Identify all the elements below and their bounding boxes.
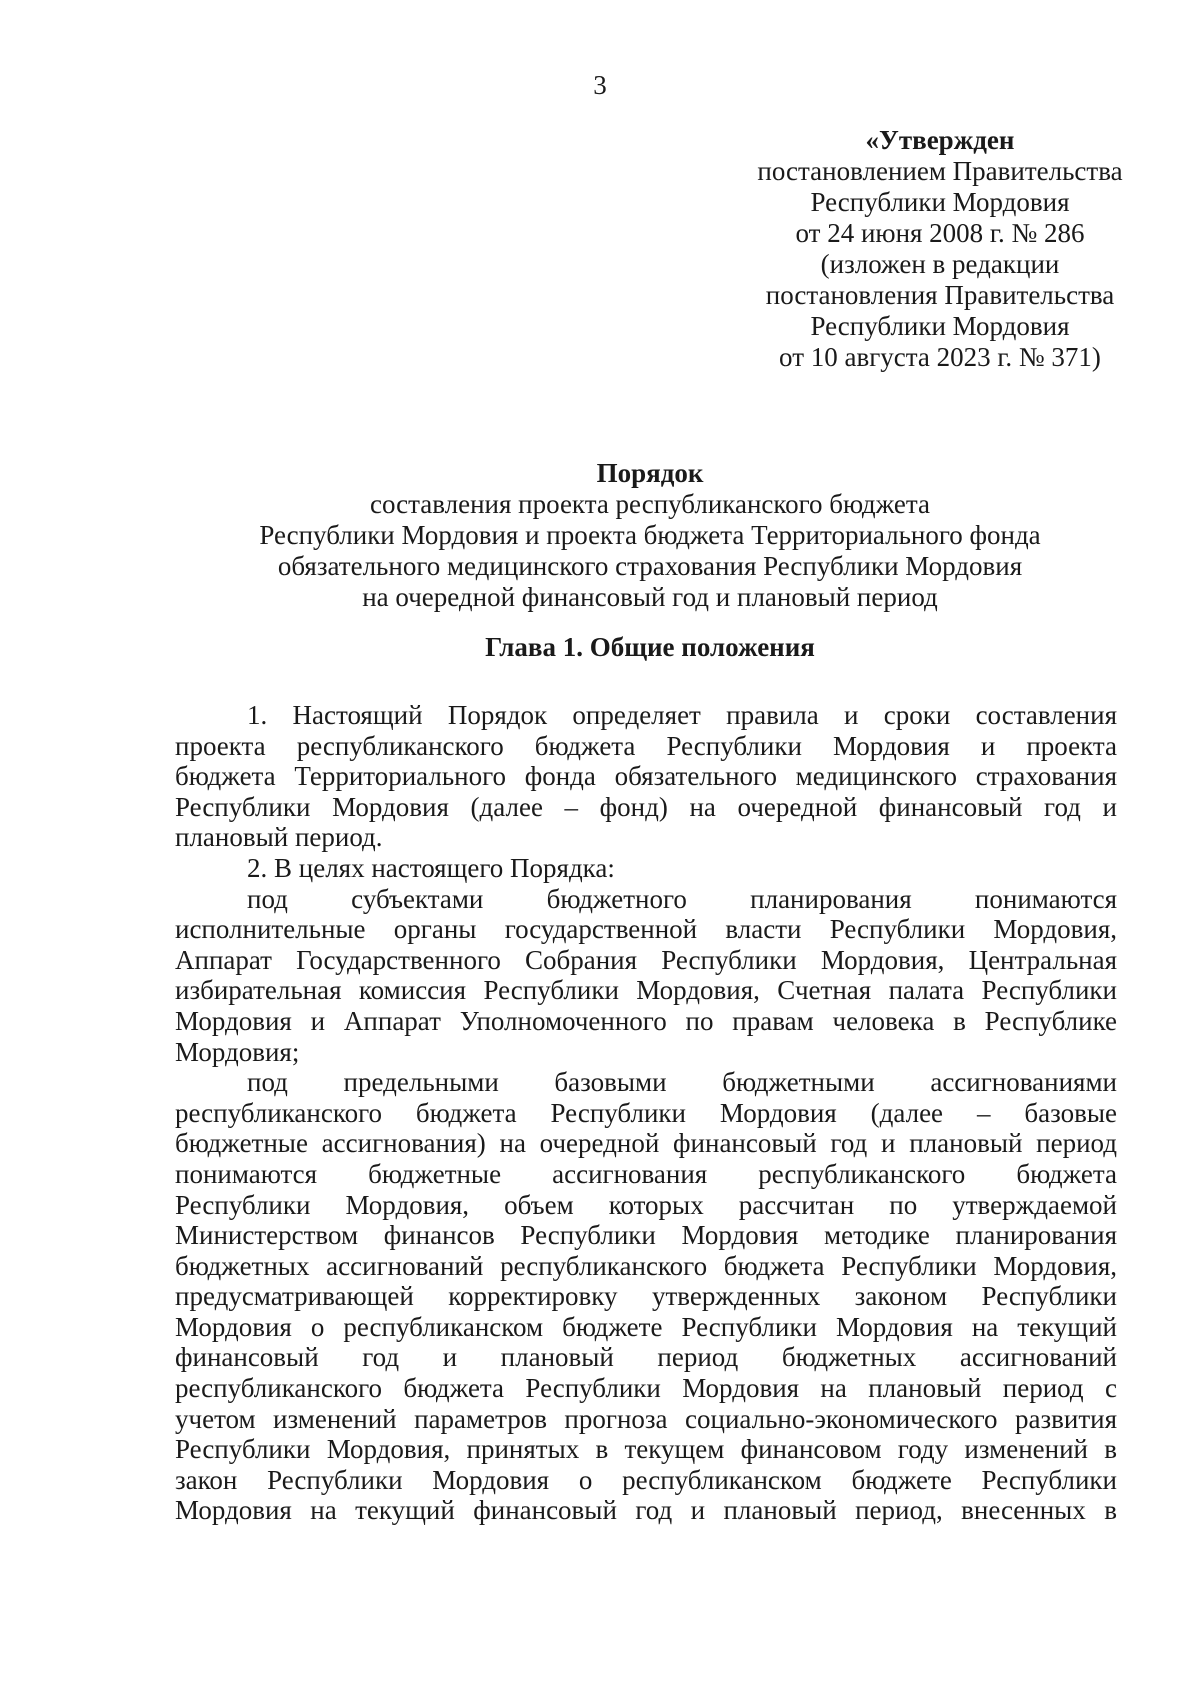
approval-line: «Утвержден <box>865 125 1015 155</box>
body-line: Республики Мордовия (далее – фонд) на очередной финансовый год и <box>175 791 1117 822</box>
approval-line: Республики Мордовия <box>810 311 1070 341</box>
body-line: бюджета Территориального фонда обязательного медицинского страхования <box>175 761 1117 792</box>
body-line: под предельными базовыми бюджетными ассигнованиями <box>247 1067 1117 1098</box>
approval-line: Республики Мордовия <box>810 187 1070 217</box>
body-line: Мордовия; <box>175 1036 300 1067</box>
approval-line: от 10 августа 2023 г. № 371) <box>779 342 1101 372</box>
body-line: 2. В целях настоящего Порядка: <box>247 852 615 883</box>
document-subtitle-line: обязательного медицинского страхования Республики Мордовия <box>277 551 1023 581</box>
body-line: Аппарат Государственного Собрания Республики Мордовия, Центральная <box>175 944 1117 975</box>
body-line: Мордовия и Аппарат Уполномоченного по правам человека в Республике <box>175 1005 1117 1036</box>
body-line: республиканского бюджета Республики Мордовия на плановый период с <box>175 1373 1117 1404</box>
document-subtitle-line: составления проекта республиканского бюджета <box>370 489 930 519</box>
approval-line: (изложен в редакции <box>820 249 1060 279</box>
body-line: республиканского бюджета Республики Мордовия (далее – базовые <box>175 1097 1117 1128</box>
body-line: избирательная комиссия Республики Мордовия, Счетная палата Республики <box>175 975 1117 1006</box>
body-line: Министерством финансов Республики Мордовия методике планирования <box>175 1220 1117 1251</box>
document-title: Порядок <box>596 458 704 488</box>
body-line: бюджетных ассигнований республиканского бюджета Республики Мордовия, <box>175 1250 1117 1281</box>
document-title-block <box>160 458 1140 613</box>
body-line: 1. Настоящий Порядок определяет правила и сроки составления <box>247 700 1117 730</box>
body-line: предусматривающей корректировку утвержденных законом Республики <box>175 1281 1117 1312</box>
approval-line: от 24 июня 2008 г. № 286 <box>795 218 1085 248</box>
chapter-heading: Глава 1. Общие положения <box>485 632 815 662</box>
body-line: бюджетные ассигнования) на очередной финансовый год и плановый период <box>175 1128 1117 1159</box>
body-line: Республики Мордовия, принятых в текущем финансовом году изменений в <box>175 1434 1117 1465</box>
body-line: под субъектами бюджетного планирования понимаются <box>247 883 1117 914</box>
approval-stamp-block <box>730 125 1150 373</box>
body-line: плановый период. <box>175 822 383 853</box>
body-line: учетом изменений параметров прогноза социально-экономического развития <box>175 1403 1117 1434</box>
body-line: исполнительные органы государственной власти Республики Мордовия, <box>175 914 1117 945</box>
body-line: закон Республики Мордовия о республиканском бюджете Республики <box>175 1464 1117 1495</box>
body-line: финансовый год и плановый период бюджетных ассигнований <box>175 1342 1117 1373</box>
document-subtitle-line: на очередной финансовый год и плановый период <box>362 582 938 612</box>
body-line: Республики Мордовия, объем которых рассчитан по утверждаемой <box>175 1189 1117 1220</box>
approval-line: постановлением Правительства <box>757 156 1123 186</box>
document-subtitle-line: Республики Мордовия и проекта бюджета Территориального фонда <box>259 520 1041 550</box>
page-number: 3 <box>593 70 607 100</box>
approval-line: постановления Правительства <box>765 280 1115 310</box>
body-text <box>175 700 1117 1526</box>
body-line: Мордовия о республиканском бюджете Республики Мордовия на текущий <box>175 1311 1117 1342</box>
body-line: проекта республиканского бюджета Республики Мордовия и проекта <box>175 730 1117 761</box>
body-line: понимаются бюджетные ассигнования республиканского бюджета <box>175 1158 1117 1189</box>
body-line: Мордовия на текущий финансовый год и плановый период, внесенных в <box>175 1495 1117 1526</box>
